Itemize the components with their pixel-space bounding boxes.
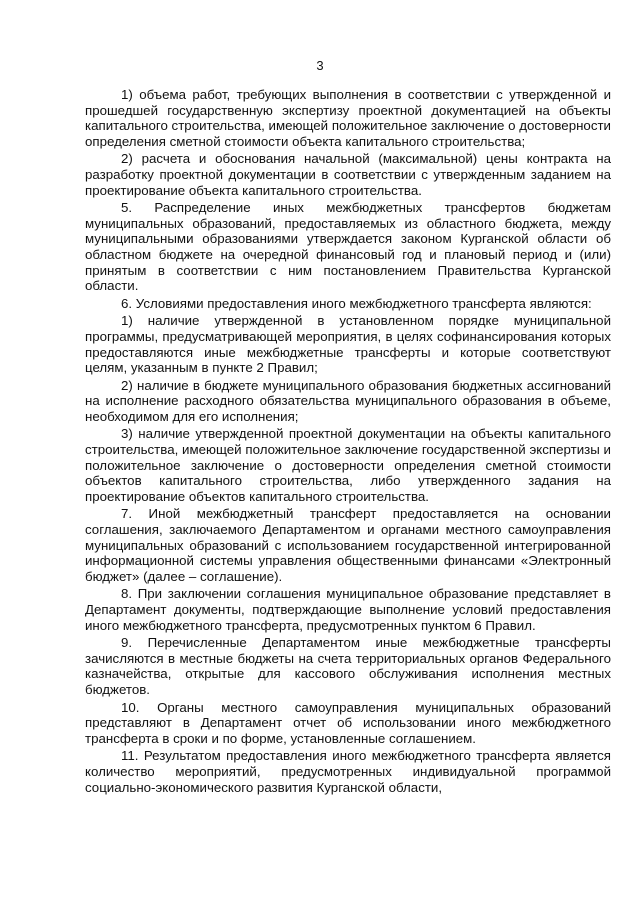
page-number: 3 [316,58,324,73]
paragraph-condition-2: 2) наличие в бюджете муниципального образования бюджетных ассигнований на исполнение расходного обязательства муниципального образования в объеме, необходимом для его исполнения; [85,377,611,424]
paragraph-clause-5: 5. Распределение иных межбюджетных трансфертов бюджетам муниципальных образований, предоставляемых из областного бюджета, между муниципальными образованиями утверждается законом Курганской области об областном бюджете на очередной финансовый год и плановый период и (или) принятым в соответствии с ним постановлением Правительства Курганской области. [85,200,611,294]
paragraph-clause-9: 9. Перечисленные Департаментом иные межбюджетные трансферты зачисляются в местные бюджеты на счета территориальных органов Федерального казначейства, открытые для кассового обслуживания исполнения местных бюджетов. [85,635,611,697]
paragraph-clause-11: 11. Результатом предоставления иного межбюджетного трансферта является количество мероприятий, предусмотренных индивидуальной программой социально-экономического развития Курганской области, [85,748,611,795]
paragraph-item-2: 2) расчета и обоснования начальной (максимальной) цены контракта на разработку проектной документации в соответствии с утвержденным заданием на проектирование объекта капитального строительства. [85,151,611,198]
paragraph-item-1: 1) объема работ, требующих выполнения в соответствии с утвержденной и прошедшей государственную экспертизу проектной документацией на объекты капитального строительства, имеющей положительное заключение о достоверности определения сметной стоимости объекта капитального строительства; [85,87,611,149]
paragraph-clause-10: 10. Органы местного самоуправления муниципальных образований представляют в Департамент отчет об использовании иного межбюджетного трансферта в сроки и по форме, установленные соглашением. [85,699,611,746]
paragraph-condition-3: 3) наличие утвержденной проектной документации на объекты капитального строительства, имеющей положительное заключение государственной экспертизы и положительное заключение о достоверности определения сметной стоимости объектов капитального строительства, либо утвержденного задания на проектирование объектов капитального строительства. [85,426,611,504]
paragraph-clause-8: 8. При заключении соглашения муниципальное образование представляет в Департамент документы, подтверждающие выполнение условий предоставления иного межбюджетного трансферта, предусмотренных пунктом 6 Правил. [85,586,611,633]
paragraph-condition-1: 1) наличие утвержденной в установленном порядке муниципальной программы, предусматривающей мероприятия, в целях софинансирования которых предоставляются иные межбюджетные трансферты и которые соответствуют целям, указанным в пункте 2 Правил; [85,313,611,376]
paragraph-clause-6: 6. Условиями предоставления иного межбюджетного трансферта являются: [121,295,592,311]
document-body [85,87,611,797]
paragraph-clause-7: 7. Иной межбюджетный трансферт предоставляется на основании соглашения, заключаемого Департаментом и органами местного самоуправления муниципальных образований с использованием государственной интегрированной информационной системы управления общественными финансами «Электронный бюджет» (далее – соглашение). [85,506,611,584]
